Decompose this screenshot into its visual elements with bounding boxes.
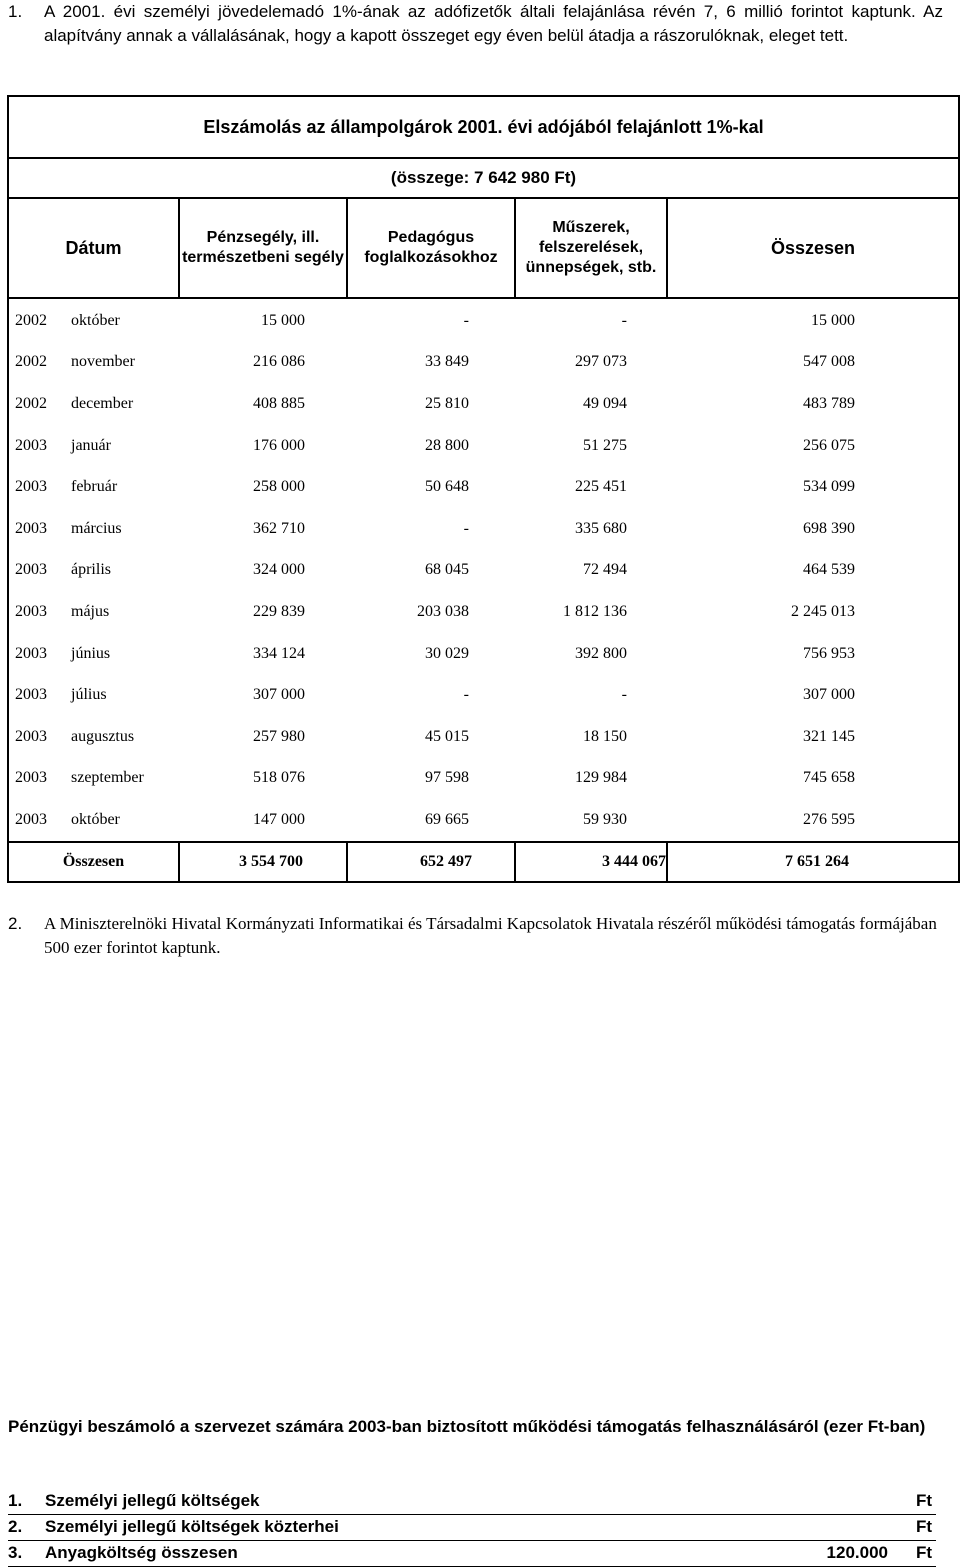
row-total: 483 789 bbox=[803, 394, 855, 412]
total-sum: 7 651 264 bbox=[667, 842, 959, 882]
row-year: 2003 bbox=[15, 644, 47, 662]
row-month: január bbox=[71, 436, 111, 454]
table-title: Elszámolás az állampolgárok 2001. évi adójából felajánlott 1%-kal bbox=[8, 96, 959, 158]
row-month: szeptember bbox=[71, 769, 144, 787]
row-pedagogy: 203 038 bbox=[417, 602, 469, 620]
item-unit: Ft bbox=[915, 1517, 932, 1536]
table-row bbox=[9, 466, 958, 508]
report-item bbox=[8, 1541, 936, 1567]
row-equipment: 18 150 bbox=[583, 727, 627, 745]
total-label: Összesen bbox=[8, 842, 179, 882]
row-cash-aid: 15 000 bbox=[261, 311, 305, 329]
row-pedagogy: 33 849 bbox=[425, 353, 469, 371]
row-total: 2 245 013 bbox=[791, 602, 855, 620]
row-month: július bbox=[71, 686, 107, 704]
row-equipment: - bbox=[621, 311, 627, 329]
item-number: 1. bbox=[8, 1491, 23, 1510]
paragraph-2-number: 2. bbox=[8, 914, 23, 933]
row-pedagogy: 50 648 bbox=[425, 478, 469, 496]
row-pedagogy: 68 045 bbox=[425, 561, 469, 579]
item-label: Személyi jellegű költségek közterhei bbox=[45, 1517, 339, 1536]
intro-number: 1. bbox=[8, 2, 23, 21]
row-cash-aid: 216 086 bbox=[253, 353, 305, 371]
table-row bbox=[9, 508, 958, 550]
total-cash-aid: 3 554 700 bbox=[179, 842, 347, 882]
row-cash-aid: 362 710 bbox=[253, 519, 305, 537]
table-row bbox=[9, 633, 958, 675]
row-total: 745 658 bbox=[803, 769, 855, 787]
row-equipment: 51 275 bbox=[583, 436, 627, 454]
row-year: 2002 bbox=[15, 353, 47, 371]
row-month: február bbox=[71, 478, 118, 496]
donation-table bbox=[7, 95, 960, 883]
table-row bbox=[9, 591, 958, 633]
paragraph-2-text: A Miniszterelnöki Hivatal Kormányzati Informatikai és Társadalmi Kapcsolatok Hivatala részéről működési támogatás formájában 500 ezer forintot kaptunk. bbox=[44, 914, 937, 957]
row-equipment: 297 073 bbox=[575, 353, 627, 371]
header-date: Dátum bbox=[8, 198, 179, 298]
row-equipment: 392 800 bbox=[575, 644, 627, 662]
intro-text: A 2001. évi személyi jövedelemadó 1%-ának az adófizetők általi felajánlása révén 7, 6 millió forintot kaptunk. Az alapítvány annak a vállalásának, hogy a kapott összeget egy éven belül átadja a rászorulóknak, eleget tett. bbox=[44, 2, 943, 45]
row-pedagogy: - bbox=[463, 311, 469, 329]
row-cash-aid: 258 000 bbox=[253, 478, 305, 496]
row-year: 2002 bbox=[15, 394, 47, 412]
item-number: 2. bbox=[8, 1517, 23, 1536]
table-row bbox=[9, 799, 958, 841]
table-row bbox=[9, 758, 958, 800]
row-equipment: 59 930 bbox=[583, 810, 627, 828]
paragraph-2 bbox=[8, 912, 943, 960]
row-year: 2003 bbox=[15, 769, 47, 787]
row-month: október bbox=[71, 810, 120, 828]
row-total: 698 390 bbox=[803, 519, 855, 537]
row-total: 534 099 bbox=[803, 478, 855, 496]
table-row bbox=[9, 716, 958, 758]
row-cash-aid: 307 000 bbox=[253, 686, 305, 704]
row-year: 2003 bbox=[15, 436, 47, 454]
item-label: Anyagköltség összesen bbox=[45, 1543, 238, 1562]
row-cash-aid: 257 980 bbox=[253, 727, 305, 745]
table-row bbox=[9, 383, 958, 425]
row-equipment: 129 984 bbox=[575, 769, 627, 787]
report-item bbox=[8, 1489, 936, 1515]
row-month: április bbox=[71, 561, 111, 579]
row-pedagogy: 97 598 bbox=[425, 769, 469, 787]
row-month: október bbox=[71, 311, 120, 329]
row-cash-aid: 147 000 bbox=[253, 810, 305, 828]
row-equipment: 225 451 bbox=[575, 478, 627, 496]
item-value: 120.000 bbox=[826, 1543, 888, 1562]
item-unit: Ft bbox=[915, 1543, 932, 1562]
row-total: 276 595 bbox=[803, 810, 855, 828]
row-year: 2003 bbox=[15, 810, 47, 828]
row-pedagogy: 25 810 bbox=[425, 394, 469, 412]
row-pedagogy: 69 665 bbox=[425, 810, 469, 828]
row-pedagogy: - bbox=[463, 686, 469, 704]
row-month: augusztus bbox=[71, 727, 135, 745]
row-month: március bbox=[71, 519, 122, 537]
table-row bbox=[9, 674, 958, 716]
row-total: 321 145 bbox=[803, 727, 855, 745]
table-row bbox=[9, 342, 958, 384]
row-total: 756 953 bbox=[803, 644, 855, 662]
row-year: 2003 bbox=[15, 561, 47, 579]
data-rows bbox=[9, 300, 958, 841]
row-year: 2003 bbox=[15, 686, 47, 704]
header-equipment: Műszerek, felszerelések, ünnepségek, stb. bbox=[515, 198, 667, 298]
report-title: Pénzügyi beszámoló a szervezet számára 2003-ban biztosított működési támogatás felhasználásáról (ezer Ft-ban) bbox=[8, 1417, 926, 1436]
row-cash-aid: 324 000 bbox=[253, 561, 305, 579]
row-cash-aid: 176 000 bbox=[253, 436, 305, 454]
table-row bbox=[9, 425, 958, 467]
report-item bbox=[8, 1515, 936, 1541]
row-pedagogy: 45 015 bbox=[425, 727, 469, 745]
row-equipment: 72 494 bbox=[583, 561, 627, 579]
row-equipment: 1 812 136 bbox=[563, 602, 627, 620]
item-unit: Ft bbox=[915, 1491, 932, 1510]
row-total: 15 000 bbox=[811, 311, 855, 329]
table-subtitle: (összege: 7 642 980 Ft) bbox=[8, 158, 959, 198]
report-items bbox=[8, 1489, 936, 1567]
table-row bbox=[9, 550, 958, 592]
row-year: 2003 bbox=[15, 519, 47, 537]
row-total: 464 539 bbox=[803, 561, 855, 579]
total-row bbox=[8, 842, 959, 882]
row-year: 2003 bbox=[15, 478, 47, 496]
table-row bbox=[9, 300, 958, 342]
row-equipment: 49 094 bbox=[583, 394, 627, 412]
row-month: május bbox=[71, 602, 110, 620]
item-number: 3. bbox=[8, 1543, 23, 1562]
total-equipment: 3 444 067 bbox=[515, 842, 667, 882]
row-year: 2003 bbox=[15, 727, 47, 745]
row-month: december bbox=[71, 394, 134, 412]
header-pedagogy: Pedagógus foglalkozásokhoz bbox=[347, 198, 515, 298]
row-cash-aid: 334 124 bbox=[253, 644, 305, 662]
item-label: Személyi jellegű költségek bbox=[45, 1491, 260, 1510]
row-year: 2003 bbox=[15, 602, 47, 620]
row-cash-aid: 408 885 bbox=[253, 394, 305, 412]
row-year: 2002 bbox=[15, 311, 47, 329]
intro-paragraph bbox=[8, 0, 943, 48]
row-total: 307 000 bbox=[803, 686, 855, 704]
header-total: Összesen bbox=[667, 198, 959, 298]
row-pedagogy: 28 800 bbox=[425, 436, 469, 454]
row-pedagogy: 30 029 bbox=[425, 644, 469, 662]
row-cash-aid: 518 076 bbox=[253, 769, 305, 787]
row-cash-aid: 229 839 bbox=[253, 602, 305, 620]
row-total: 256 075 bbox=[803, 436, 855, 454]
table-body bbox=[8, 298, 959, 842]
header-cash-aid: Pénzsegély, ill. természetbeni segély bbox=[179, 198, 347, 298]
row-month: november bbox=[71, 353, 135, 371]
row-equipment: 335 680 bbox=[575, 519, 627, 537]
row-equipment: - bbox=[621, 686, 627, 704]
row-total: 547 008 bbox=[803, 353, 855, 371]
row-pedagogy: - bbox=[463, 519, 469, 537]
row-month: június bbox=[71, 644, 111, 662]
total-pedagogy: 652 497 bbox=[347, 842, 515, 882]
